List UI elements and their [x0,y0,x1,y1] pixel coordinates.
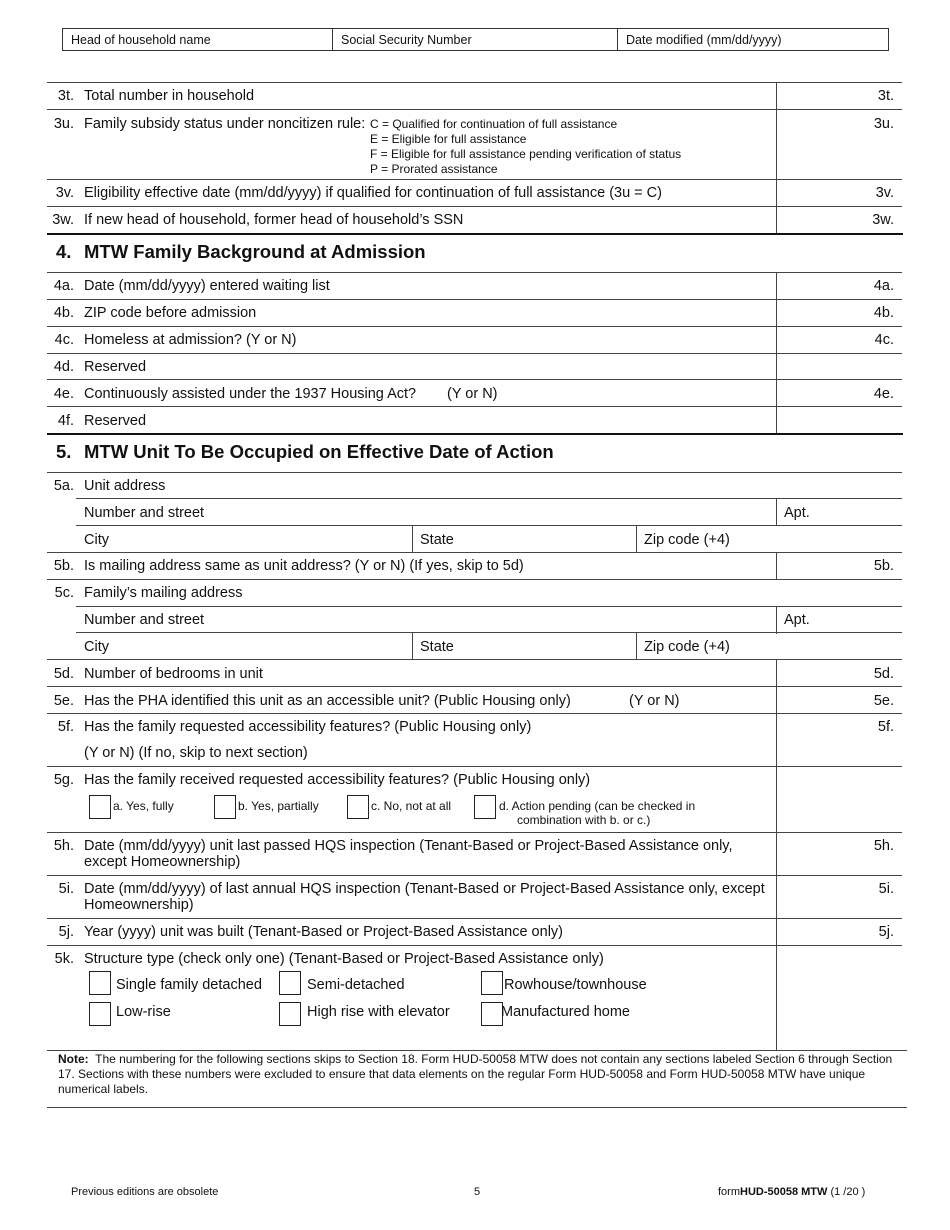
row-divider [47,353,902,354]
row-divider [47,109,902,110]
answer-column-divider [776,498,777,526]
item-code: 5d. [53,666,74,682]
date-modified-field[interactable]: Date modified (mm/dd/yyyy) [626,33,782,47]
yn-hint: (Y or N) [447,386,498,402]
checkbox-low-rise[interactable] [89,1002,111,1026]
mailing-state-field[interactable]: State [420,639,454,655]
item-code: 4a. [53,278,74,294]
checkbox-no-not-at-all[interactable] [347,795,369,819]
waiting-list-date-label: Date (mm/dd/yyyy) entered waiting list [84,278,330,294]
zip-before-admission-field[interactable]: 4b. [873,305,894,321]
reserved-label: Reserved [84,359,147,375]
item-code: 5g. [53,772,74,788]
subsidy-status-field[interactable]: 3u. [873,116,894,132]
mailing-same-field[interactable]: 5b. [873,558,894,574]
requested-features-field[interactable]: 5f. [877,719,894,735]
eligibility-date-label: Eligibility effective date (mm/dd/yyyy) if qualified for continuation of full assistance (3u = C) [84,185,662,201]
yn-hint: (Y or N) [629,693,680,709]
structure-option-label: Low-rise [116,1004,171,1020]
item-code: 4e. [53,386,74,402]
checkbox-label: d. Action pending (can be checked in [499,799,696,813]
unit-street-field[interactable]: Number and street [84,505,205,521]
section-5-number: 5. [56,441,72,462]
row-divider [47,406,902,407]
received-features-label: Has the family received requested accessibility features? (Public Housing only) [84,772,591,788]
total-household-label: Total number in household [84,88,255,104]
row-divider [47,82,902,83]
structure-option-label: Single family detached [116,977,262,993]
address-divider [636,633,637,660]
item-code: 5h. [53,838,74,854]
checkbox-rowhouse[interactable] [481,971,503,995]
answer-column-divider [776,606,777,634]
mailing-street-field[interactable]: Number and street [84,612,205,628]
answer-column-divider [776,82,777,234]
section-4-number: 4. [56,241,72,262]
continuously-assisted-label: Continuously assisted under the 1937 Housing Act? [84,386,417,402]
last-passed-hqs-field[interactable]: 5h. [873,838,894,854]
checkbox-manufactured-home[interactable] [481,1002,503,1026]
structure-option-label: High rise with elevator [307,1004,450,1020]
row-divider [76,632,902,633]
mailing-zip-field[interactable]: Zip code (+4) [644,639,730,655]
row-divider [47,179,902,180]
checkbox-label: combination with b. or c.) [517,813,651,827]
row-divider [76,606,902,607]
bedrooms-field[interactable]: 5d. [873,666,894,682]
head-of-household-field[interactable]: Head of household name [63,29,333,50]
household-header-box [62,28,889,51]
continuously-assisted-field[interactable]: 4e. [873,386,894,402]
ssn-field[interactable]: Social Security Number [333,29,618,50]
structure-option-label: Rowhouse/townhouse [504,977,647,993]
answer-column-divider [776,660,777,1050]
item-code: 3u. [53,116,74,132]
year-built-label: Year (yyyy) unit was built (Tenant-Based or Project-Based Assistance only) [84,924,563,940]
row-divider [47,766,902,767]
checkbox-label: a. Yes, fully [113,799,174,813]
requested-features-hint: (Y or N) (If no, skip to next section) [84,745,308,761]
option-f: F = Eligible for full assistance pending verification of status [370,147,682,161]
note-label: Note: [58,1052,89,1066]
checkbox-label: b. Yes, partially [238,799,319,813]
section-divider [47,433,903,435]
option-p: P = Prorated assistance [370,162,498,176]
item-code: 4b. [53,305,74,321]
eligibility-date-field[interactable]: 3v. [875,185,894,201]
row-divider [47,659,902,660]
mailing-same-label: Is mailing address same as unit address? (Y or N) (If yes, skip to 5d) [84,558,524,574]
year-built-field[interactable]: 5j. [878,924,894,940]
last-passed-hqs-label: Date (mm/dd/yyyy) unit last passed HQS inspection (Tenant-Based or Project-Based Assistance only, [84,838,733,854]
item-code: 5e. [53,693,74,709]
checkbox-yes-partially[interactable] [214,795,236,819]
checkbox-single-family[interactable] [89,971,111,995]
subsidy-status-label: Family subsidy status under noncitizen rule: [84,116,366,132]
row-divider [47,713,902,714]
form-date: (1 /20 ) [827,1186,866,1198]
option-c: C = Qualified for continuation of full assistance [370,117,618,131]
former-head-ssn-label: If new head of household, former head of household’s SSN [84,212,464,228]
item-code: 3w. [52,212,74,228]
checkbox-semi-detached[interactable] [279,971,301,995]
row-divider [47,299,902,300]
item-code: 5k. [54,951,74,967]
item-code: 5i. [58,881,74,897]
row-divider [47,918,902,919]
annual-hqs-label: Date (mm/dd/yyyy) of last annual HQS inspection (Tenant-Based or Project-Based Assistance only, except [84,881,765,897]
checkbox-label: c. No, not at all [371,799,452,813]
checkbox-yes-fully[interactable] [89,795,111,819]
row-divider [76,525,902,526]
note-bottom-divider [47,1107,907,1108]
note-text: 17. Sections with these numbers were excluded to ensure that data elements on the regular Form HUD-50058 and Form HUD-50058 MTW have unique [58,1067,866,1081]
form-identifier [718,1186,865,1198]
form-prefix: form [718,1186,740,1198]
item-code: 5b. [53,558,74,574]
unit-address-label: Unit address [84,478,166,494]
answer-column-divider [776,552,777,580]
former-head-ssn-field[interactable]: 3w. [872,212,894,228]
unit-state-field[interactable]: State [420,532,454,548]
checkbox-action-pending[interactable] [474,795,496,819]
checkbox-high-rise[interactable] [279,1002,301,1026]
section-5-title: MTW Unit To Be Occupied on Effective Date of Action [84,441,554,462]
row-divider [47,875,902,876]
annual-hqs-label-cont: Homeownership) [84,897,194,913]
section-4-title: MTW Family Background at Admission [84,241,426,262]
accessible-unit-field[interactable]: 5e. [873,693,894,709]
structure-option-label: Semi-detached [307,977,405,993]
item-code: 3v. [55,185,74,201]
footer-obsolete-note: Previous editions are obsolete [71,1186,219,1198]
note-text: The numbering for the following sections skips to Section 18. Form HUD-50058 MTW does not contain any sections labeled Section 6 through Section [95,1052,893,1066]
note-text: numerical labels. [58,1082,149,1096]
numbering-note [58,1052,898,1097]
item-code: 5j. [58,924,74,940]
mailing-city-field[interactable]: City [84,639,109,655]
structure-option-label: Manufactured home [501,1004,630,1020]
note-top-divider [47,1050,907,1051]
row-divider [47,832,902,833]
accessible-unit-label: Has the PHA identified this unit as an accessible unit? (Public Housing only) [84,693,571,709]
unit-zip-field[interactable]: Zip code (+4) [644,532,730,548]
address-divider [412,633,413,660]
item-code: 3t. [57,88,74,104]
item-code: 4f. [57,413,74,429]
address-divider [636,526,637,553]
subsidy-status-options [370,117,681,177]
row-divider [76,498,902,499]
item-code: 5a. [53,478,74,494]
item-code: 5c. [54,585,74,601]
row-divider [47,379,902,380]
page-number: 5 [474,1186,481,1198]
row-divider [47,686,902,687]
homeless-label: Homeless at admission? (Y or N) [84,332,297,348]
bedrooms-label: Number of bedrooms in unit [84,666,263,682]
unit-city-field[interactable]: City [84,532,109,548]
waiting-list-date-field[interactable]: 4a. [873,278,894,294]
last-passed-hqs-label-cont: except Homeownership) [84,854,241,870]
mailing-address-label: Family’s mailing address [84,585,243,601]
zip-before-admission-label: ZIP code before admission [84,305,257,321]
annual-hqs-field[interactable]: 5i. [878,881,894,897]
row-divider [47,579,902,580]
row-divider [47,206,902,207]
item-code: 4c. [54,332,74,348]
form-name: HUD-50058 MTW [740,1186,828,1198]
mailing-apt-field[interactable]: Apt. [784,612,810,628]
homeless-field[interactable]: 4c. [874,332,894,348]
option-e: E = Eligible for full assistance [370,132,527,146]
reserved-label: Reserved [84,413,147,429]
row-divider [47,326,902,327]
row-divider [47,552,902,553]
row-divider [47,945,902,946]
address-divider [412,526,413,553]
row-divider [47,472,902,473]
section-divider [47,233,903,235]
item-code: 4d. [53,359,74,375]
requested-features-label: Has the family requested accessibility features? (Public Housing only) [84,719,532,735]
item-code: 5f. [57,719,74,735]
total-household-field[interactable]: 3t. [877,88,894,104]
structure-type-label: Structure type (check only one) (Tenant-Based or Project-Based Assistance only) [84,951,604,967]
row-divider [47,272,902,273]
unit-apt-field[interactable]: Apt. [784,505,810,521]
